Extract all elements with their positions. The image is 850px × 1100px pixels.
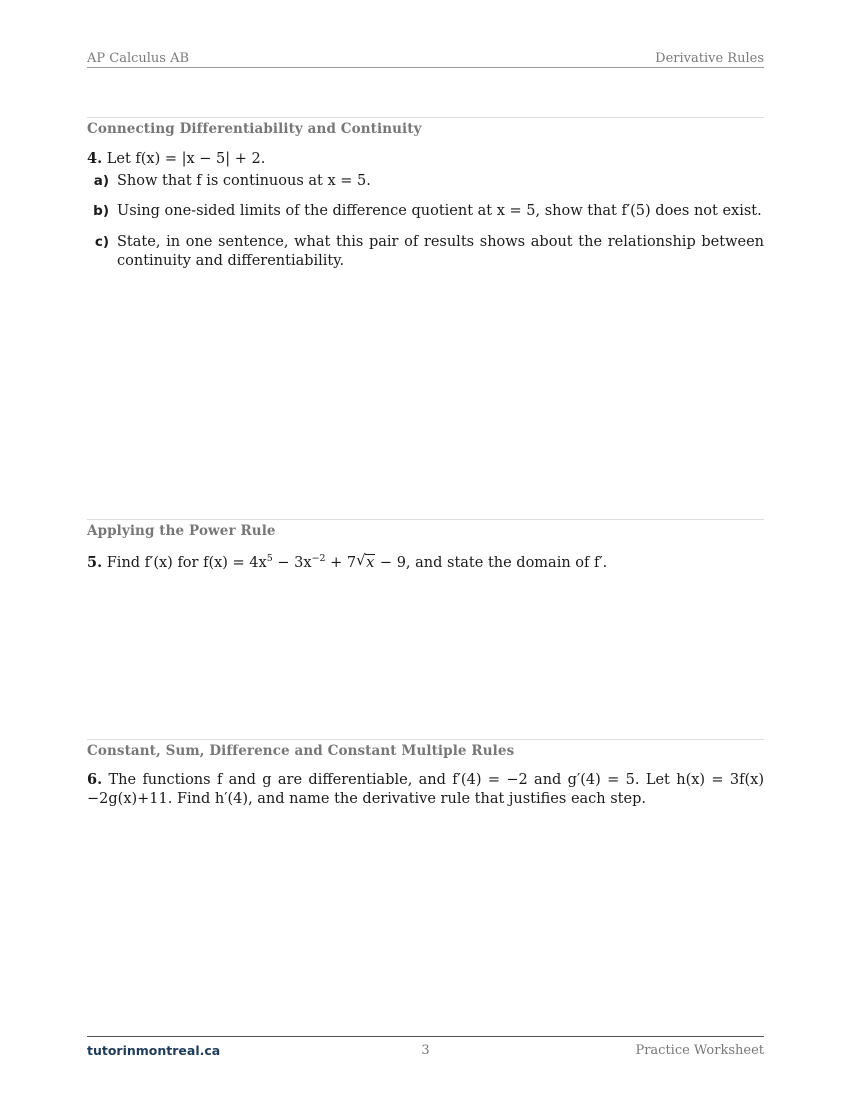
radical-sign-icon: √: [356, 551, 366, 569]
question-5: [87, 553, 764, 573]
exponent: −2: [311, 553, 326, 565]
part-text: State, in one sentence, what this pair of results shows about the relationship between continuity and differentiability.: [117, 234, 764, 269]
question-part-a: [87, 172, 764, 191]
header-divider: [87, 67, 764, 68]
part-text: Show that f is continuous at x = 5.: [117, 173, 371, 189]
question-part-b: [87, 202, 764, 221]
topic-title: Derivative Rules: [655, 51, 764, 66]
question-text-mid: + 7: [325, 555, 357, 571]
course-title: AP Calculus AB: [87, 51, 190, 66]
question-4: [87, 149, 764, 169]
question-text-end: − 9, and state the domain of f′.: [375, 555, 608, 571]
question-part-c: [87, 233, 764, 271]
part-label: c): [94, 234, 109, 250]
question-6: [87, 770, 764, 809]
section-divider: [87, 519, 764, 520]
question-number: 6.: [87, 771, 103, 788]
part-text: Using one-sided limits of the difference quotient at x = 5, show that f′(5) does not exist.: [117, 203, 762, 219]
part-label: b): [93, 203, 109, 219]
question-number: 4.: [87, 150, 103, 167]
page-number: 3: [421, 1043, 430, 1058]
footer-divider: [87, 1036, 764, 1037]
part-label: a): [93, 173, 109, 189]
question-text: Let f(x) = |x − 5| + 2.: [106, 151, 266, 167]
website-link[interactable]: tutorinmontreal.ca: [87, 1043, 221, 1058]
question-text-mid: − 3x: [272, 555, 312, 571]
document-type: Practice Worksheet: [635, 1043, 764, 1058]
square-root: [356, 551, 375, 573]
page-footer: [87, 1043, 764, 1061]
question-text-start: Find f′(x) for f(x) = 4x: [106, 555, 267, 571]
exponent: 5: [266, 553, 273, 565]
question-text: The functions f and g are differentiable, and f′(4) = −2 and g′(4) = 5. Let h(x) = 3f(x)−2g(x)+11. Find h′(4), and name the derivative rule that justifies each step.: [87, 772, 764, 807]
question-number: 5.: [87, 554, 103, 571]
section-title: Constant, Sum, Difference and Constant Multiple Rules: [87, 743, 515, 759]
section-divider: [87, 117, 764, 118]
section-divider: [87, 739, 764, 740]
section-title: Applying the Power Rule: [87, 523, 276, 539]
radicand: x: [366, 555, 375, 571]
section-title: Connecting Differentiability and Continuity: [87, 121, 422, 137]
